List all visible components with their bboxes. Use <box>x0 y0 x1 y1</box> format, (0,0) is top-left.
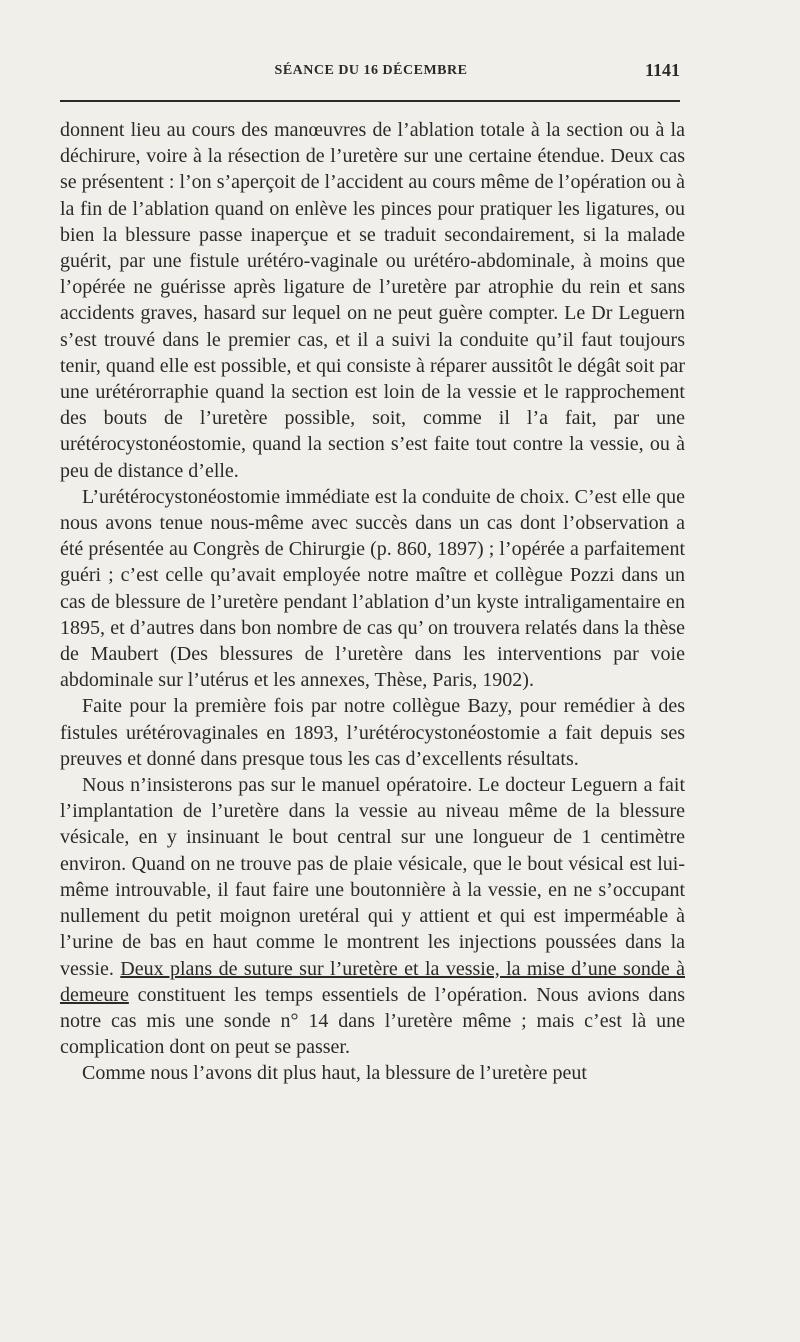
paragraph-5: Comme nous l’avons dit plus haut, la blessure de l’uretère peut <box>82 1062 587 1085</box>
running-title: SÉANCE DU 16 DÉCEMBRE <box>274 63 468 78</box>
paragraph-4 <box>60 772 685 1060</box>
header-rule <box>60 100 680 102</box>
underlined-passage: Deux plans de suture sur l’uretère et la vessie, la mise d’une sonde à demeure <box>60 957 685 1006</box>
page-number: 1141 <box>644 60 680 80</box>
paragraph-4-text-after: constituent les temps essentiels de l’opération. Nous avions dans notre cas mis une sonde n° 14 dans l’uretère même ; mais c’est là une complication dont on peut se passer. <box>60 983 685 1059</box>
body-text <box>60 117 685 1087</box>
page-header <box>60 60 682 88</box>
paragraph-3: Faite pour la première fois par notre collègue Bazy, pour remédier à des fistules urétérovaginales en 1893, l’urétérocystonéostomie a fait depuis ses preuves et donné dans presque tous les cas d’excellents résultats. <box>60 695 685 770</box>
paragraph-4-text-before: Nous n’insisterons pas sur le manuel opératoire. Le docteur Leguern a fait l’implantation de l’uretère dans la vessie au niveau même de la blessure vésicale, en y insinuant le bout central sur une longueur de 1 centimètre environ. Quand on ne trouve pas de plaie vésicale, que le bout vésical est lui-même introuvable, il faut faire une boutonnière à la vessie, en ne s’occupant nullement du petit moignon uretéral qui y attient et qui est imperméable à l’urine de bas en haut comme le montrent les injections poussées dans la vessie. <box>60 774 685 980</box>
paragraph-1: donnent lieu au cours des manœuvres de l’ablation totale à la section ou à la déchirure, voire à la résection de l’uretère sur une certaine étendue. Deux cas se présentent : l’on s’aperçoit de l’accident au cours même de l’opération ou à la fin de l’ablation quand on enlève les pinces pour pratiquer les ligatures, ou bien la blessure passe inaperçue et se traduit secondairement, si la malade guérit, par une fistule urétéro-vaginale ou urétéro-abdominale, à moins que l’opérée ne guérisse après ligature de l’uretère par atrophie du rein et sans accidents graves, hasard sur lequel on ne peut guère compter. Le Dr Leguern s’est trouvé dans le premier cas, et il a suivi la conduite qu’il faut toujours tenir, quand elle est possible, et qui consiste à réparer aussitôt le dégât soit par une urétérorraphie quand la section est loin de la vessie et le rapprochement des bouts de l’uretère possible, soit, comme il l’a fait, par une urétérocystonéostomie, quand la section s’est faite tout contre la vessie, ou à peu de distance d’elle. <box>60 119 685 482</box>
paragraph-2: L’urétérocystonéostomie immédiate est la conduite de choix. C’est elle que nous avons tenue nous-même avec succès dans un cas dont l’observation a été présentée au Congrès de Chirurgie (p. 860, 1897) ; l’opérée a parfaitement guéri ; c’est celle qu’avait employée notre maître et collègue Pozzi dans un cas de blessure de l’uretère pendant l’ablation d’un kyste intraligamentaire en 1895, et d’autres dans bon nombre de cas qu’ on trouvera relatés dans la thèse de Maubert (Des blessures de l’uretère dans les interventions par voie abdominale sur l’utérus et les annexes, Thèse, Paris, 1902). <box>60 485 685 692</box>
